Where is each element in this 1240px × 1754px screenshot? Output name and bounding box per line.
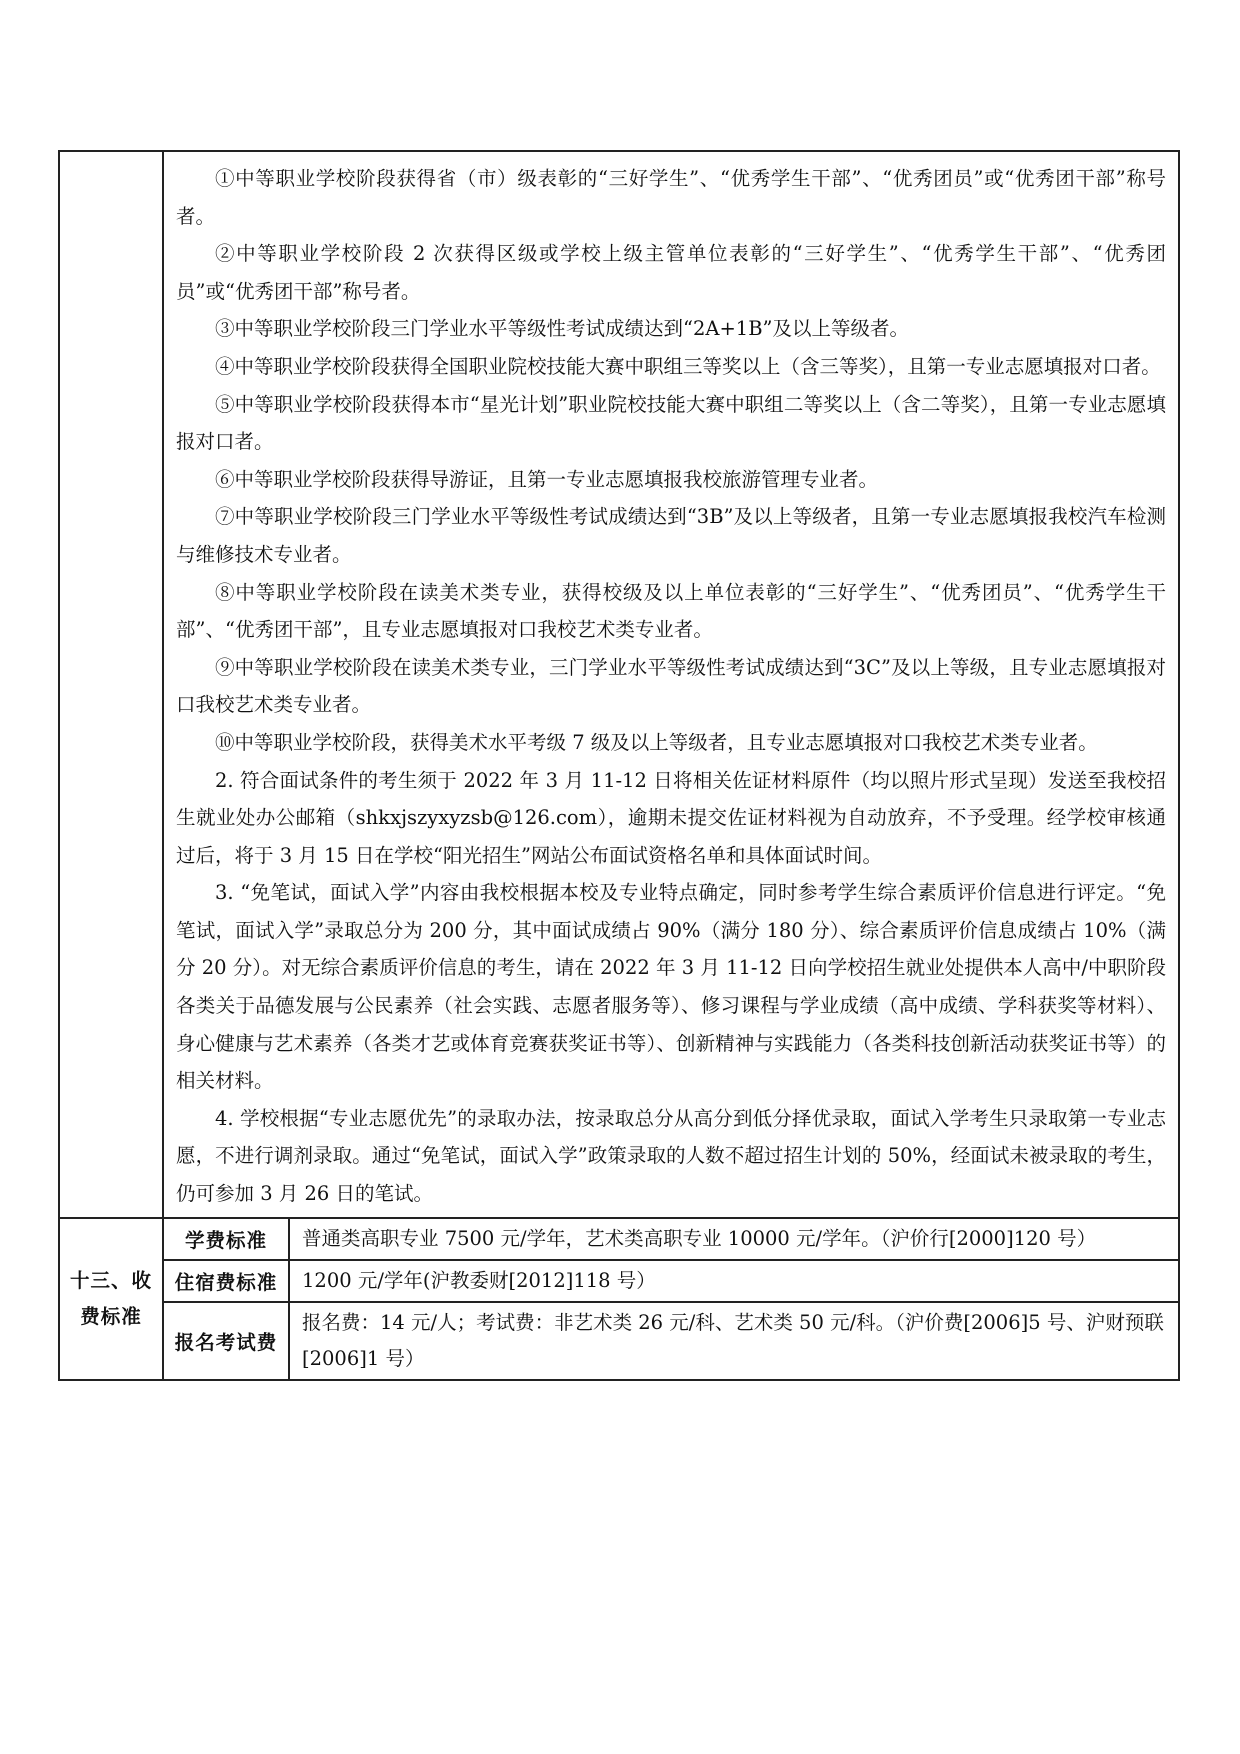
list-item: ⑥中等职业学校阶段获得导游证，且第一专业志愿填报我校旅游管理专业者。 xyxy=(215,467,879,491)
fee-row-exam xyxy=(59,1302,1179,1380)
housing-label: 住宿费标准 xyxy=(163,1260,289,1302)
tuition-label: 学费标准 xyxy=(163,1218,289,1260)
exam-fee-label: 报名考试费 xyxy=(163,1302,289,1380)
tuition-value: 普通类高职专业 7500 元/学年，艺术类高职专业 10000 元/学年。（沪价行[2000]120 号） xyxy=(289,1218,1179,1260)
list-item: ⑦中等职业学校阶段三门学业水平等级性考试成绩达到“3B”及以上等级者，且第一专业志愿填报我校汽车检测与维修技术专业者。 xyxy=(176,505,1166,566)
list-item: ①中等职业学校阶段获得省（市）级表彰的“三好学生”、“优秀学生干部”、“优秀团员”或“优秀团干部”称号者。 xyxy=(176,167,1166,228)
fee-row-housing xyxy=(59,1260,1179,1302)
list-item: ⑤中等职业学校阶段获得本市“星光计划”职业院校技能大赛中职组二等奖以上（含二等奖），且第一专业志愿填报对口者。 xyxy=(176,392,1166,454)
admission-table xyxy=(58,150,1180,1381)
paragraph: 3. “免笔试，面试入学”内容由我校根据本校及专业特点确定，同时参考学生综合素质评价信息进行评定。“免笔试，面试入学”录取总分为 200 分，其中面试成绩占 90%（满分 180 分）、综合素质评价信息成绩占 10%（满分 20 分）。对无综合素质评价信息的考生，请在 2022 年 3 月 11-12 日向学校招生就业处提供本人高中/中职阶段各类关于品德发展与公民素养（社会实践、志愿者服务等）、修习课程与学业成绩（高中成绩、学科获奖等材料）、身心健康与艺术素养（各类才艺或体育竞赛获奖证书等）、创新精神与实践能力（各类科技创新活动获奖证书等）的相关材料。 xyxy=(176,881,1166,1093)
conditions-row xyxy=(59,151,1179,1218)
exam-fee-value: 报名费：14 元/人；考试费：非艺术类 26 元/科、艺术类 50 元/科。（沪价费[2006]5 号、沪财预联[2006]1 号） xyxy=(289,1302,1179,1380)
paragraph: 2. 符合面试条件的考生须于 2022 年 3 月 11-12 日将相关佐证材料原件（均以照片形式呈现）发送至我校招生就业处办公邮箱（shkxjszyxyzsb@126.com），逾期未提交佐证材料视为自动放弃，不予受理。经学校审核通过后，将于 3 月 15 日在学校“阳光招生”网站公布面试资格名单和具体面试时间。 xyxy=(176,768,1166,867)
list-item: ⑩中等职业学校阶段，获得美术水平考级 7 级及以上等级者，且专业志愿填报对口我校艺术类专业者。 xyxy=(215,730,1098,754)
conditions-content xyxy=(164,152,1178,1217)
list-item: ④中等职业学校阶段获得全国职业院校技能大赛中职组三等奖以上（含三等奖），且第一专业志愿填报对口者。 xyxy=(215,354,1161,378)
paragraph: 4. 学校根据“专业志愿优先”的录取办法，按录取总分从高分到低分择优录取，面试入学考生只录取第一专业志愿，不进行调剂录取。通过“免笔试，面试入学”政策录取的人数不超过招生计划的 50%，经面试未被录取的考生，仍可参加 3 月 26 日的笔试。 xyxy=(176,1106,1166,1206)
fee-row-tuition xyxy=(59,1218,1179,1260)
list-item: ⑨中等职业学校阶段在读美术类专业，三门学业水平等级性考试成绩达到“3C”及以上等级，且专业志愿填报对口我校艺术类专业者。 xyxy=(176,655,1166,717)
list-item: ③中等职业学校阶段三门学业水平等级性考试成绩达到“2A+1B”及以上等级者。 xyxy=(215,317,910,341)
list-item: ②中等职业学校阶段 2 次获得区级或学校上级主管单位表彰的“三好学生”、“优秀学生干部”、“优秀团员”或“优秀团干部”称号者。 xyxy=(176,242,1166,303)
conditions-label-cell xyxy=(59,151,163,1218)
list-item: ⑧中等职业学校阶段在读美术类专业，获得校级及以上单位表彰的“三好学生”、“优秀团员”、“优秀学生干部”、“优秀团干部”，且专业志愿填报对口我校艺术类专业者。 xyxy=(176,580,1166,642)
housing-value: 1200 元/学年(沪教委财[2012]118 号） xyxy=(289,1260,1179,1302)
conditions-content-cell xyxy=(163,151,1179,1218)
fees-section-title: 十三、收费标准 xyxy=(59,1218,163,1380)
